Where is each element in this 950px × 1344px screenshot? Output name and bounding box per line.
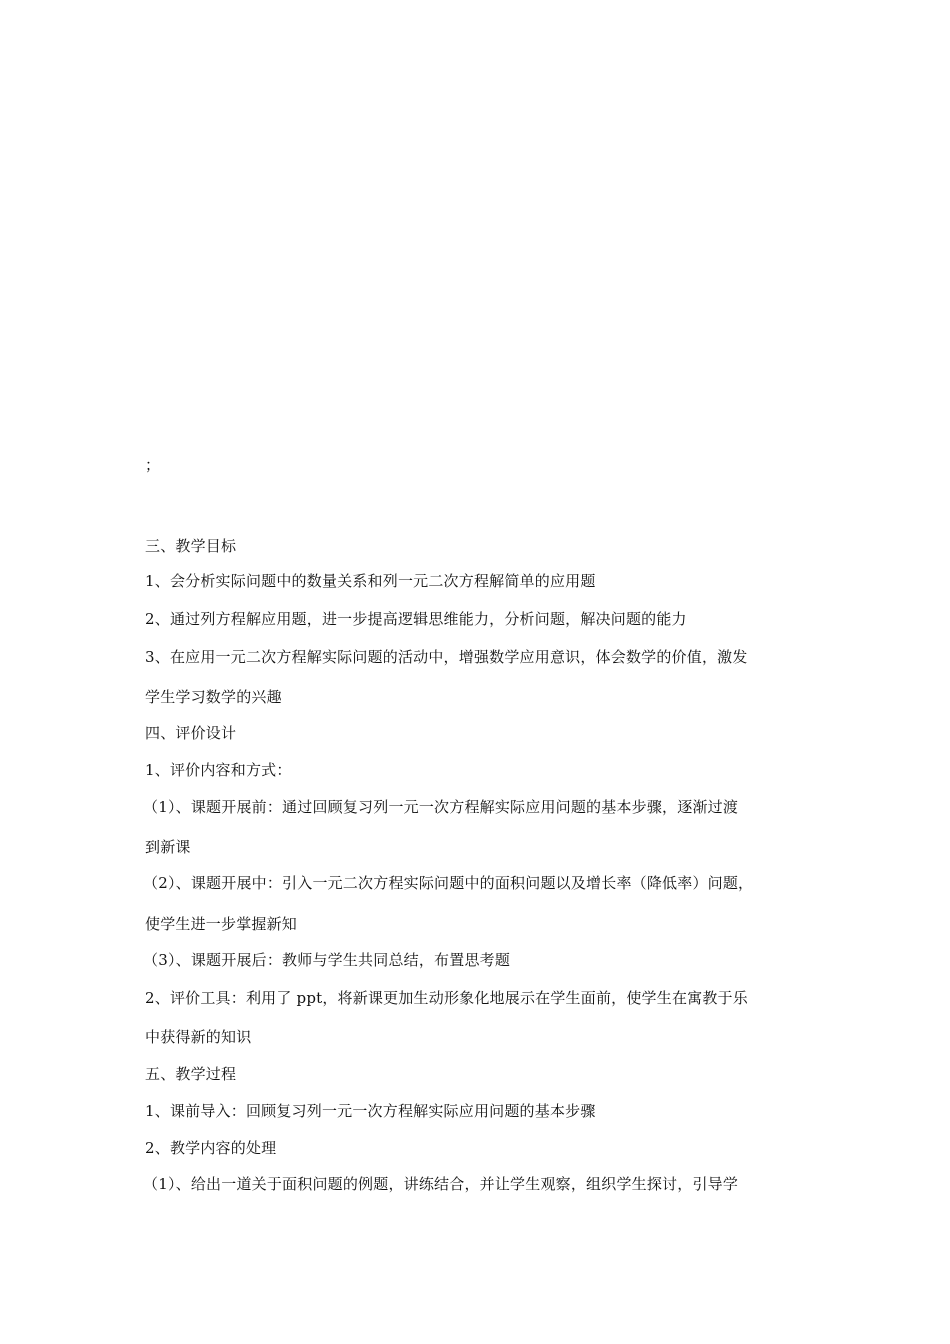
paragraph-line: 3、在应用一元二次方程解实际问题的活动中，增强数学应用意识，体会数学的价值，激发 (145, 648, 748, 666)
paragraph-line: （3）、课题开展后：教师与学生共同总结，布置思考题 (143, 951, 511, 969)
paragraph-line: 1、课前导入：回顾复习列一元一次方程解实际应用问题的基本步骤 (145, 1102, 596, 1120)
heading-teaching-goals: 三、教学目标 (145, 537, 237, 555)
paragraph-line: （1）、课题开展前：通过回顾复习列一元一次方程解实际应用问题的基本步骤，逐渐过渡 (143, 798, 739, 816)
paragraph-line: 到新课 (145, 838, 191, 856)
paragraph-line: 1、会分析实际问题中的数量关系和列一元二次方程解简单的应用题 (145, 572, 596, 590)
paragraph-line: 学生学习数学的兴趣 (145, 688, 282, 706)
heading-teaching-process: 五、教学过程 (145, 1065, 237, 1083)
paragraph-line: 使学生进一步掌握新知 (145, 915, 298, 933)
paragraph-line: 2、评价工具：利用了 ppt，将新课更加生动形象化地展示在学生面前，使学生在寓教于乐 (145, 989, 748, 1007)
paragraph-line: （1）、给出一道关于面积问题的例题，讲练结合，并让学生观察，组织学生探讨，引导学 (143, 1175, 739, 1193)
paragraph-line: 1、评价内容和方式： (145, 761, 292, 779)
paragraph-line: 中获得新的知识 (145, 1028, 252, 1046)
heading-evaluation-design: 四、评价设计 (145, 724, 237, 742)
stray-mark: ； (145, 456, 161, 474)
paragraph-line: 2、教学内容的处理 (145, 1139, 277, 1157)
paragraph-line: （2）、课题开展中：引入一元二次方程实际问题中的面积问题以及增长率（降低率）问题， (143, 874, 754, 892)
paragraph-line: 2、通过列方程解应用题，进一步提高逻辑思维能力，分析问题，解决问题的能力 (145, 610, 687, 628)
